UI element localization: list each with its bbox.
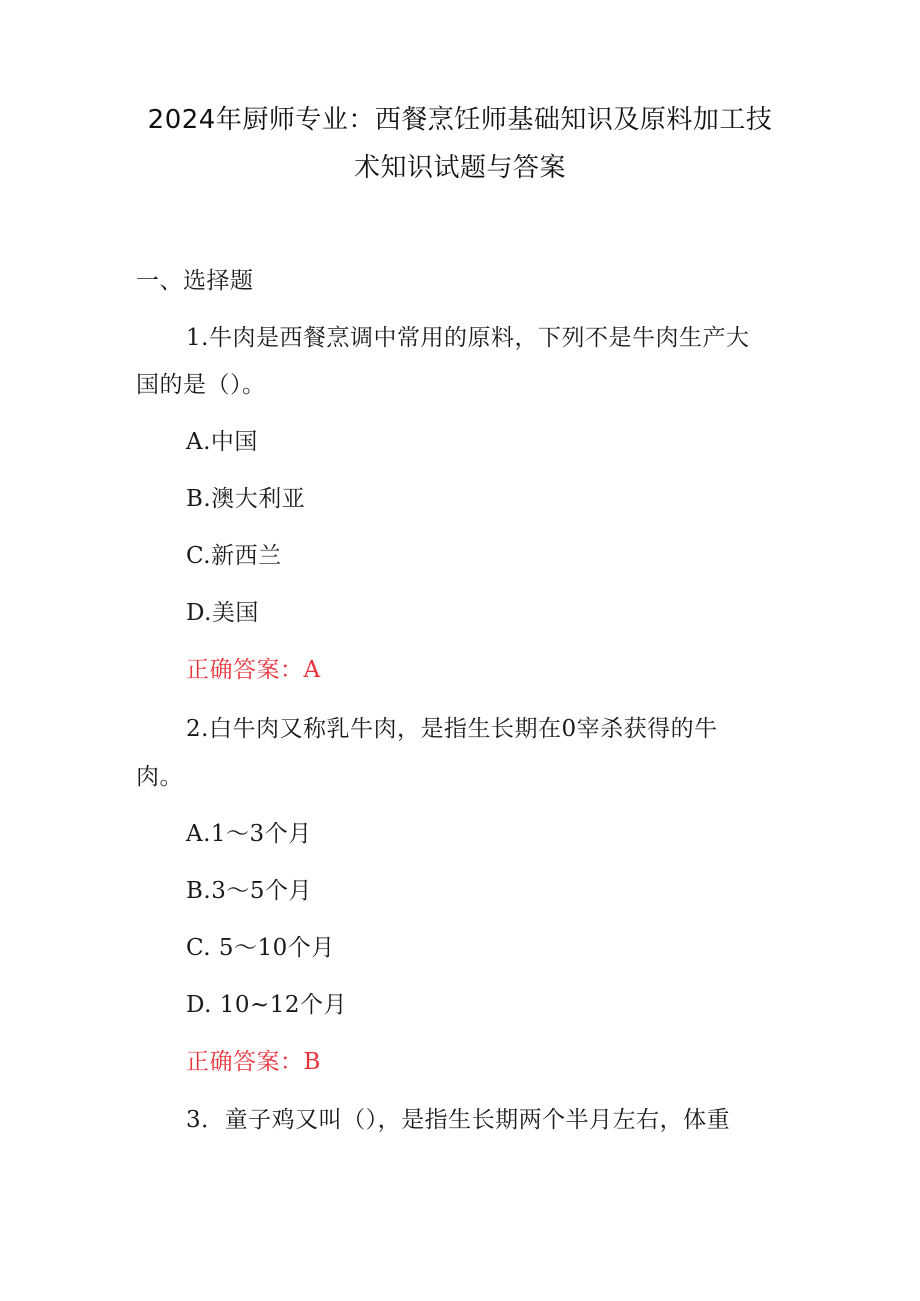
question-2-stem-line-1: 2.白牛肉又称乳牛肉，是指生长期在0宰杀获得的牛 xyxy=(186,716,718,742)
question-1-stem-line-1: 1.牛肉是西餐烹调中常用的原料，下列不是牛肉生产大 xyxy=(186,325,750,351)
question-3-stem-line-1: 3．童子鸡又叫（），是指生长期两个半月左右，体重 xyxy=(186,1107,731,1133)
question-2-option-c: C. 5～10个月 xyxy=(186,935,335,961)
question-2-option-a: A.1～3个月 xyxy=(186,821,312,847)
question-1-option-a: A.中国 xyxy=(186,429,258,455)
title-line-2: 术知识试题与答案 xyxy=(353,153,566,183)
question-1-option-b: B.澳大利亚 xyxy=(186,486,306,512)
question-1-answer: 正确答案：A xyxy=(186,657,321,683)
question-2-option-b: B.3～5个月 xyxy=(186,878,312,904)
section-heading: 一、选择题 xyxy=(136,268,254,294)
question-2-option-d: D. 10~12个月 xyxy=(186,992,348,1018)
question-1-option-d: D.美国 xyxy=(186,600,259,626)
question-1-option-c: C.新西兰 xyxy=(186,543,282,569)
title-line-1: 2024年厨师专业：西餐烹饪师基础知识及原料加工技 xyxy=(147,105,773,135)
question-1-stem-line-2: 国的是（）。 xyxy=(136,372,266,398)
question-2-stem-line-2: 肉。 xyxy=(136,764,183,790)
question-2-answer: 正确答案：B xyxy=(186,1049,321,1075)
document-title xyxy=(120,96,800,192)
